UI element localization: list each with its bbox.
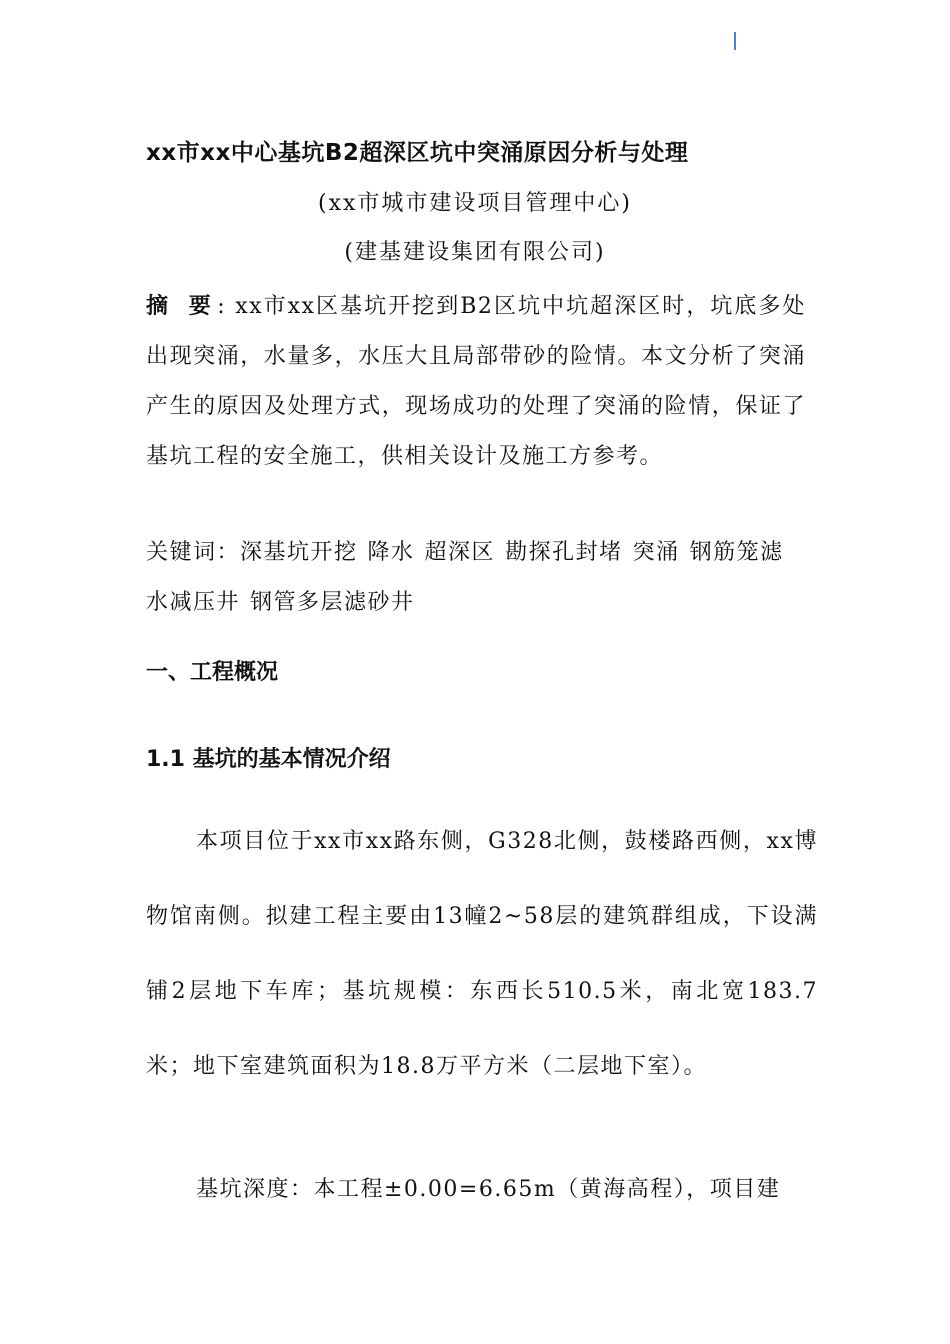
keywords-paragraph [146,528,806,628]
abstract-text: : xx市xx区基坑开挖到B2区坑中坑超深区时，坑底多处出现突涌，水量多，水压大且局部带砂的险情。本文分析了突涌产生的原因及处理方式，现场成功的处理了突涌的险情，保证了基坑工程的安全施工，供相关设计及施工方参考。 [146,294,806,469]
abstract-paragraph [146,282,806,482]
keyword: 超深区 [424,540,496,565]
abstract-label: 摘 要 [146,294,218,319]
keyword: 深基坑开挖 [240,540,358,565]
keyword: 突涌 [632,540,680,565]
keywords-label: 关键词： [146,540,241,565]
subsection-heading: 1.1 基坑的基本情况介绍 [146,747,391,772]
organization-line-2: (建基建设集团有限公司) [344,240,606,265]
document-title: xx市xx中心基坑B2超深区坑中突涌原因分析与处理 [146,140,689,166]
text-cursor-marker [734,32,736,50]
section-heading: 一、工程概况 [146,660,279,685]
body-paragraph-2: 基坑深度：本工程±0.00=6.65m（黄海高程），项目建 [196,1177,781,1202]
body-paragraph-1: 本项目位于xx市xx路东侧，G328北侧，鼓楼路西侧，xx博物馆南侧。拟建工程主要由13幢2~58层的建筑群组成，下设满铺2层地下车库；基坑规模：东西长510.5米，南北宽183.7米；地下室建筑面积为18.8万平方米（二层地下室）。 [146,829,818,1079]
keyword: 降水 [367,540,415,565]
keyword: 勘探孔封堵 [505,540,623,565]
organization-line-1: (xx市城市建设项目管理中心) [318,191,632,216]
keyword: 钢管多层滤砂井 [250,590,415,615]
keyword: 钢筋笼滤水减压井 [146,540,784,615]
